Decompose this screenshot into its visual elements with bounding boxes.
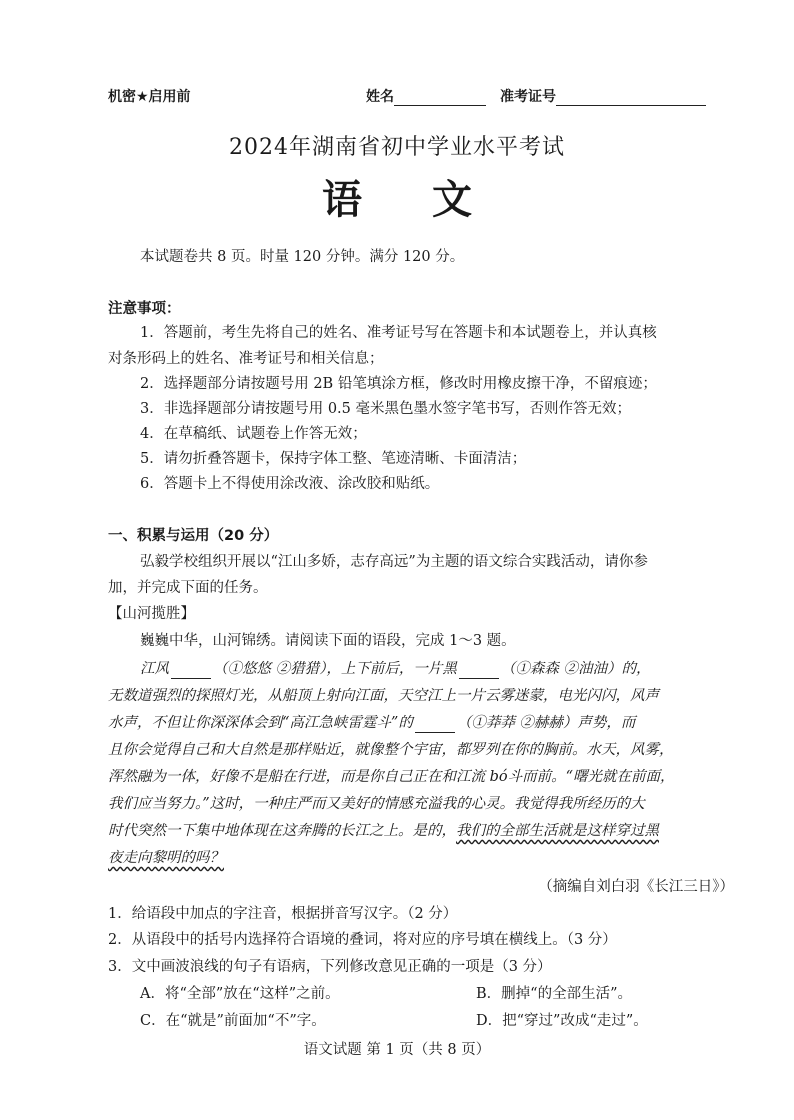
paper-info: 本试题卷共 8 页。时量 120 分钟。满分 120 分。 [140, 249, 465, 265]
wavy-underlined-sentence: 我们的全部生活就是这样穿过黑 [456, 823, 659, 839]
question: 2．从语段中的括号内选择符合语境的叠词，将对应的序号填在横线上。（3 分） [108, 932, 617, 948]
option-b: B．删掉“的全部生活”。 [476, 986, 632, 1002]
wavy-underlined-sentence: 夜走向黎明的吗？ [108, 850, 224, 866]
section-intro: 加，并完成下面的任务。 [108, 580, 268, 596]
exam-no-label: 准考证号 [500, 89, 556, 105]
fill-blank [171, 664, 211, 679]
passage-line: 且你会觉得自己和大自然是那样贴近，就像整个宇宙，都罗列在你的胸前。水天，风雾， [108, 742, 674, 758]
passage-source: （摘编自刘白羽《长江三日》） [538, 879, 734, 895]
section-intro: 弘毅学校组织开展以“江山多娇，志存高远”为主题的语文综合实践活动，请你参 [140, 554, 648, 570]
page-footer: 语文试题 第 1 页（共 8 页） [303, 1042, 491, 1058]
subject-title: 语文 [322, 176, 542, 223]
passage-line [108, 848, 224, 868]
note-item: 4．在草稿纸、试题卷上作答无效； [140, 426, 367, 442]
note-item: 5．请勿折叠答题卡，保持字体工整、笔迹清晰、卡面清洁； [140, 451, 527, 467]
fill-blank [459, 664, 499, 679]
note-item: 2．选择题部分请按题号用 2B 铅笔填涂方框，修改时用橡皮擦干净，不留痕迹； [140, 376, 657, 392]
note-item: 3．非选择题部分请按题号用 0.5 毫米黑色墨水签字笔书写，否则作答无效； [140, 401, 632, 417]
passage-line: 无数道强烈的探照灯光，从船顶上射向江面，天空江上一片云雾迷蒙，电光闪闪，风声 [108, 688, 659, 704]
passage-line: 水声，不但让你深深体会到“高江急峡雷霆斗”的 （①莽莽 ②赫赫）声势，而 [108, 715, 636, 731]
note-item: 1．答题前，考生先将自己的姓名、准考证号写在答题卡和本试题卷上，并认真核 [140, 325, 657, 341]
passage-line: 浑然融为一体，好像不是船在行进，而是你自己正在和江流 bó斗而前。“曙光就在前面， [108, 769, 675, 785]
option-a: A．将“全部”放在“这样”之前。 [140, 986, 340, 1002]
exam-no-blank [556, 91, 706, 106]
option-d: D．把“穿过”改成“走过”。 [476, 1013, 648, 1029]
confidential-label: 机密★启用前 [108, 89, 191, 105]
notes-heading: 注意事项： [108, 301, 181, 317]
passage-line: 时代突然一下集中地体现在这奔腾的长江之上。是的，我们的全部生活就是这样穿过黑 [108, 823, 659, 839]
name-blank [394, 91, 486, 106]
name-label: 姓名 [366, 89, 394, 105]
exam-no-field [500, 86, 706, 106]
question: 3．文中画波浪线的句子有语病，下列修改意见正确的一项是（3 分） [108, 959, 552, 975]
passage-line: 江风 （①悠悠 ②猎猎），上下前后，一片黑 （①森森 ②油油）的， [140, 661, 651, 677]
fill-blank [415, 718, 455, 733]
note-item: 6．答题卡上不得使用涂改液、涂改胶和贴纸。 [140, 476, 440, 492]
section-heading: 一、积累与运用（20 分） [108, 528, 279, 544]
note-item: 对条形码上的姓名、准考证号和相关信息； [108, 351, 384, 367]
read-prompt: 巍巍中华，山河锦绣。请阅读下面的语段，完成 1～3 题。 [140, 633, 516, 649]
question: 1．给语段中加点的字注音，根据拼音写汉字。（2 分） [108, 906, 458, 922]
exam-title: 2024年湖南省初中学业水平考试 [229, 135, 565, 160]
name-field [366, 86, 486, 106]
task-title: 【山河揽胜】 [108, 606, 195, 622]
option-c: C．在“就是”前面加“不”字。 [140, 1013, 326, 1029]
passage-line: 我们应当努力。”这时，一种庄严而又美好的情感充溢我的心灵。我觉得我所经历的大 [108, 796, 645, 812]
